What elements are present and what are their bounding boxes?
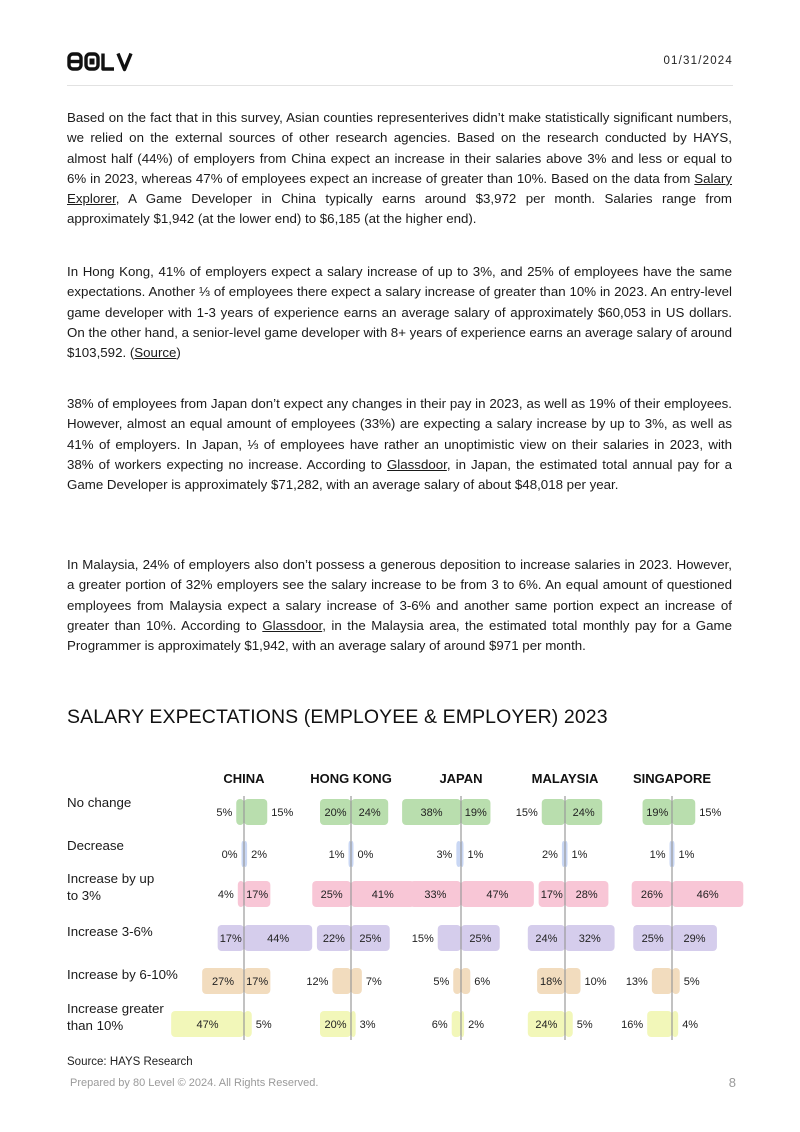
label-employers-singapore-increase-by-up-to-3-: 46% [696, 889, 719, 901]
label-employees-japan-no-change: 38% [420, 807, 443, 819]
label-employers-singapore-increase-by-6-10-: 5% [683, 976, 700, 988]
label-employers-japan-increase-3-6-: 25% [469, 933, 492, 945]
country-header-china: CHINA [223, 771, 265, 786]
label-employers-malaysia-increase-by-up-to-3-: 28% [575, 889, 598, 901]
bar-employers-singapore-increase-by-6-10- [672, 968, 680, 994]
label-employees-malaysia-decrease: 2% [541, 849, 558, 861]
bar-employers-china-increase-greater-than-10- [244, 1011, 252, 1037]
label-employers-hong-kong-increase-by-6-10-: 7% [365, 976, 382, 988]
row-label-no-change: No change [67, 795, 132, 810]
label-employees-china-increase-by-up-to-3-: 4% [217, 889, 234, 901]
label-employers-japan-increase-greater-than-10-: 2% [468, 1019, 485, 1031]
bar-employees-china-increase-by-up-to-3- [238, 881, 244, 907]
label-employers-hong-kong-increase-by-up-to-3-: 41% [371, 889, 394, 901]
label-employees-hong-kong-increase-greater-than-10-: 20% [324, 1019, 347, 1031]
bar-employees-china-no-change [236, 799, 244, 825]
label-employees-hong-kong-decrease: 1% [328, 849, 345, 861]
label-employers-japan-increase-by-up-to-3-: 47% [486, 889, 509, 901]
label-employers-singapore-increase-3-6-: 29% [683, 933, 706, 945]
label-employees-japan-increase-3-6-: 15% [411, 933, 434, 945]
chart-source: Source: HAYS Research [67, 1056, 193, 1068]
label-employers-japan-increase-by-6-10-: 6% [474, 976, 491, 988]
salary-explorer-link[interactable]: Salary Explorer [67, 170, 732, 207]
label-employees-hong-kong-increase-by-6-10-: 12% [306, 976, 329, 988]
bar-employers-china-no-change [244, 799, 267, 825]
footer-copyright: Prepared by 80 Level © 2024. All Rights Reserved. [70, 1077, 319, 1089]
label-employers-japan-no-change: 19% [464, 807, 487, 819]
label-employers-china-no-change: 15% [271, 807, 294, 819]
label-employees-malaysia-increase-3-6-: 24% [535, 933, 558, 945]
label-employers-china-increase-3-6-: 44% [267, 933, 290, 945]
country-header-hong-kong: HONG KONG [310, 771, 392, 786]
label-employers-malaysia-no-change: 24% [572, 807, 595, 819]
label-employers-malaysia-increase-by-6-10-: 10% [584, 976, 607, 988]
label-employees-china-no-change: 5% [216, 807, 233, 819]
label-employees-japan-increase-by-up-to-3-: 33% [424, 889, 447, 901]
country-header-malaysia: MALAYSIA [531, 771, 599, 786]
source-link[interactable]: Source [134, 345, 177, 361]
label-employees-malaysia-increase-by-6-10-: 18% [540, 976, 563, 988]
glassdoor-link-malaysia[interactable]: Glassdoor [262, 617, 323, 633]
report-date: 01/31/2024 [663, 55, 733, 67]
label-employees-japan-decrease: 3% [436, 849, 453, 861]
label-employees-china-increase-by-6-10-: 27% [212, 976, 235, 988]
label-employers-malaysia-increase-greater-than-10-: 5% [576, 1019, 593, 1031]
label-employers-hong-kong-increase-greater-than-10-: 3% [359, 1019, 376, 1031]
label-employers-malaysia-increase-3-6-: 32% [578, 933, 601, 945]
bar-employers-hong-kong-increase-greater-than-10- [351, 1011, 356, 1037]
label-employees-malaysia-increase-greater-than-10-: 24% [535, 1019, 558, 1031]
label-employers-singapore-decrease: 1% [678, 849, 695, 861]
label-employers-china-increase-by-up-to-3-: 17% [246, 889, 269, 901]
paragraph-malaysia: In Malaysia, 24% of employers also don’t possess a generous deposition to increase salaries in 2023. However, a greater portion of 32% employers see the salary increase to be from 3 to 6%. An equal amount of questioned employees from Malaysia expect a salary increase of 3-6% and another same portion expect an increase of greater than 10%. According to Glassdoor, in the Malaysia area, the estimated total monthly pay for a Game Programmer is approximately $1,942, with an average salary of around $971 per month. [67, 557, 732, 654]
label-employees-china-increase-3-6-: 17% [219, 933, 242, 945]
paragraph-hong-kong: In Hong Kong, 41% of employers expect a salary increase of up to 3%, and 25% of employees have the same expectations. Another ⅓ of employees there expect a salary increase of greater than 10% in 2023. An entry-level game developer with 1-3 years of experience earns an average salary of approximately $60,053 in US dollars. On the other hand, a senior-level game developer with 8+ years of experience earns an average salary of around $103,592. (Source) [67, 264, 732, 361]
label-employees-japan-increase-greater-than-10-: 6% [431, 1019, 448, 1031]
bar-employees-malaysia-no-change [542, 799, 565, 825]
bar-employees-singapore-increase-greater-than-10- [647, 1011, 672, 1037]
bar-employees-japan-increase-greater-than-10- [452, 1011, 461, 1037]
label-employers-malaysia-decrease: 1% [571, 849, 588, 861]
label-employers-singapore-increase-greater-than-10-: 4% [682, 1019, 699, 1031]
bar-employers-singapore-no-change [672, 799, 695, 825]
label-employers-japan-decrease: 1% [467, 849, 484, 861]
label-employees-japan-increase-by-6-10-: 5% [433, 976, 450, 988]
label-employers-china-decrease: 2% [251, 849, 268, 861]
label-employees-singapore-increase-greater-than-10-: 16% [621, 1019, 644, 1031]
label-employees-china-decrease: 0% [221, 849, 238, 861]
row-label-decrease: Decrease [67, 838, 124, 853]
label-employees-malaysia-no-change: 15% [515, 807, 538, 819]
bar-employers-japan-increase-by-6-10- [461, 968, 470, 994]
label-employees-singapore-decrease: 1% [649, 849, 666, 861]
row-label-increase-greater-10: Increase greater than 10% [67, 1001, 164, 1033]
glassdoor-link-japan[interactable]: Glassdoor [386, 456, 447, 472]
bar-employers-hong-kong-increase-by-6-10- [351, 968, 362, 994]
bar-employees-hong-kong-increase-by-6-10- [332, 968, 351, 994]
label-employees-singapore-no-change: 19% [646, 807, 669, 819]
row-label-increase-up-to-3: Increase by up to 3% [67, 871, 155, 903]
label-employers-singapore-no-change: 15% [699, 807, 722, 819]
label-employees-hong-kong-increase-3-6-: 22% [322, 933, 345, 945]
country-header-japan: JAPAN [439, 771, 483, 786]
bar-employers-malaysia-increase-by-6-10- [565, 968, 581, 994]
bar-employees-japan-increase-3-6- [438, 925, 461, 951]
bar-employers-singapore-increase-greater-than-10- [672, 1011, 678, 1037]
bar-employers-malaysia-increase-greater-than-10- [565, 1011, 573, 1037]
label-employers-china-increase-by-6-10-: 17% [246, 976, 269, 988]
label-employers-hong-kong-increase-3-6-: 25% [359, 933, 382, 945]
label-employees-singapore-increase-by-6-10-: 13% [625, 976, 648, 988]
paragraph-china: Based on the fact that in this survey, Asian counties representerives didn’t make statistically significant numbers, we relied on the external sources of other research agencies. Based on the research conducted by HAYS, almost half (44%) of employers from China expect an increase in their salaries above 3% and less or equal to 6% in 2023, whereas 47% of employees expect an increase of greater than 10%. Based on the data from Salary Explorer, A Game Developer in China typically earns around $3,972 per month. Salaries range from approximately $1,942 (at the lower end) to $6,185 (at the higher end). [67, 110, 732, 227]
label-employees-china-increase-greater-than-10-: 47% [196, 1019, 219, 1031]
label-employees-singapore-increase-3-6-: 25% [641, 933, 664, 945]
bar-employees-japan-decrease [456, 841, 461, 867]
page-number: 8 [728, 1075, 736, 1090]
paragraph-japan: 38% of employees from Japan don’t expect any changes in their pay in 2023, as well as 19% of their employees. However, almost an equal amount of employees (33%) are expecting a salary increase by up to 3%, as well as 41% of employers. In Japan, ⅓ of employees have rather an unoptimistic view on their salaries in 2023, with 38% of workers expecting no increase. According to Glassdoor, in Japan, the estimated total annual pay for a Game Developer is approximately $71,282, with an average salary of about $48,018 per year. [67, 396, 732, 493]
label-employees-singapore-increase-by-up-to-3-: 26% [640, 889, 663, 901]
chart-title: SALARY EXPECTATIONS (EMPLOYEE & EMPLOYER) 2023 [67, 706, 608, 728]
label-employees-hong-kong-no-change: 20% [324, 807, 347, 819]
country-header-singapore: SINGAPORE [632, 771, 711, 786]
label-employees-hong-kong-increase-by-up-to-3-: 25% [320, 889, 343, 901]
row-label-increase-6-10: Increase by 6-10% [67, 967, 178, 982]
label-employees-malaysia-increase-by-up-to-3-: 17% [540, 889, 563, 901]
label-employers-hong-kong-no-change: 24% [358, 807, 381, 819]
label-employers-china-increase-greater-than-10-: 5% [255, 1019, 272, 1031]
bar-employees-japan-increase-by-6-10- [453, 968, 461, 994]
bar-employees-singapore-increase-by-6-10- [652, 968, 672, 994]
row-label-increase-3-6: Increase 3-6% [67, 924, 153, 939]
label-employers-hong-kong-decrease: 0% [357, 849, 374, 861]
